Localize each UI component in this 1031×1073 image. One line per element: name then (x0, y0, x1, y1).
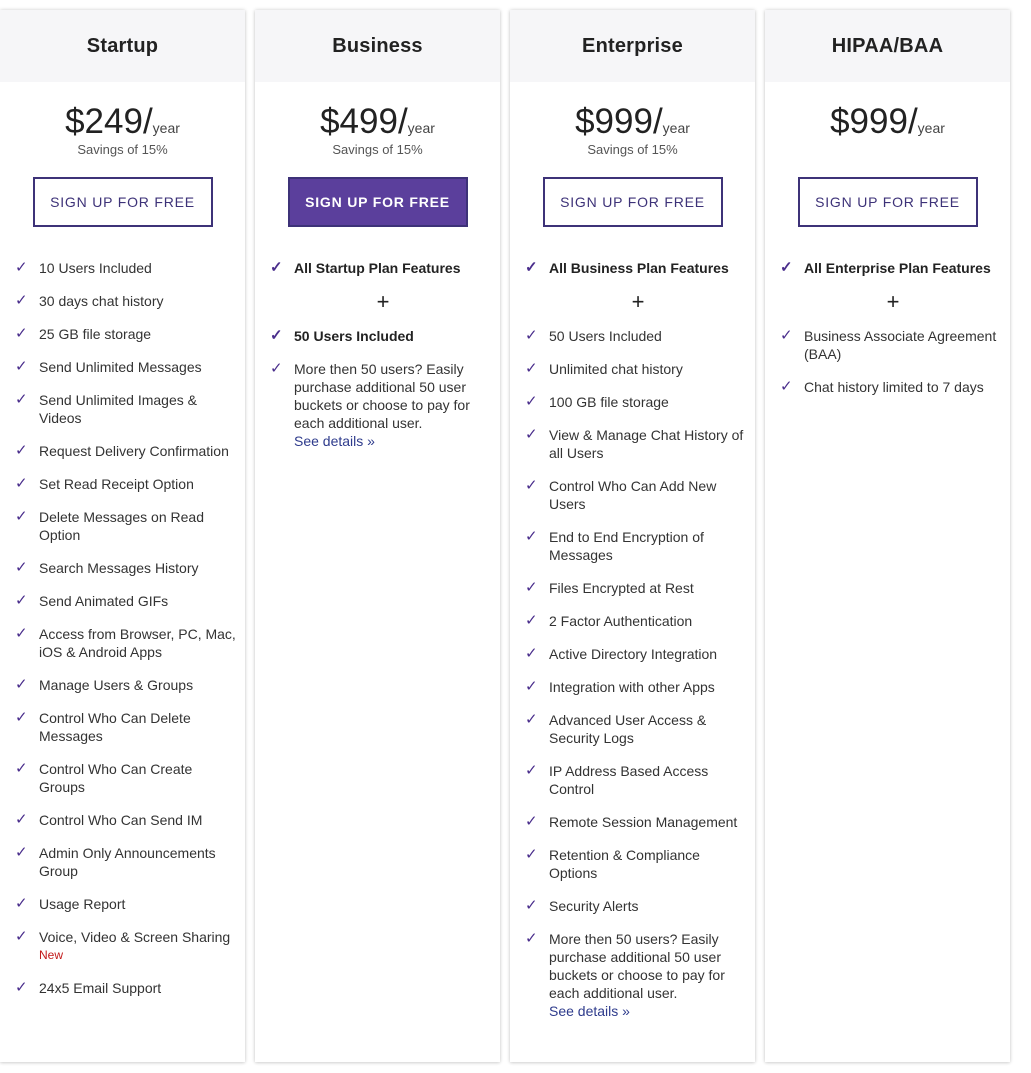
feature-text: Active Directory Integration (549, 646, 718, 662)
feature-item (780, 378, 1006, 396)
checkmark-icon: ✓ (15, 676, 28, 693)
feature-text: Advanced User Access & Security Logs (549, 712, 707, 746)
feature-text: 25 GB file storage (39, 326, 152, 342)
feature-item (15, 979, 241, 997)
feature-text: All Startup Plan Features (294, 260, 461, 276)
checkmark-icon: ✓ (15, 559, 28, 576)
feature-text: Control Who Can Add New Users (549, 478, 717, 512)
checkmark-icon: ✓ (525, 897, 538, 914)
feature-item (780, 259, 1006, 277)
feature-item (525, 528, 751, 564)
checkmark-icon: ✓ (780, 378, 793, 395)
feature-text: Voice, Video & Screen Sharing (39, 929, 231, 945)
feature-item (525, 645, 751, 663)
feature-item (525, 711, 751, 747)
checkmark-icon: ✓ (15, 259, 28, 276)
feature-item (525, 930, 751, 1020)
checkmark-icon: ✓ (525, 645, 538, 662)
checkmark-icon: ✓ (15, 358, 28, 375)
plan-name: HIPAA/BAA (831, 34, 944, 57)
feature-text: Admin Only Announcements Group (39, 845, 216, 879)
checkmark-icon: ✓ (15, 292, 28, 309)
feature-text: 30 days chat history (39, 293, 164, 309)
plan-price-row (0, 103, 245, 141)
see-details-link[interactable]: See details » (294, 433, 375, 449)
feature-text: Send Animated GIFs (39, 593, 169, 609)
feature-text: End to End Encryption of Messages (549, 529, 704, 563)
feature-item (525, 897, 751, 915)
plan-card-startup (0, 10, 245, 1062)
checkmark-icon: ✓ (525, 930, 538, 947)
plan-price: $499/ (320, 102, 408, 141)
feature-item (270, 327, 496, 345)
plan-price-row (510, 103, 755, 141)
feature-text: 100 GB file storage (549, 394, 669, 410)
checkmark-icon: ✓ (525, 612, 538, 629)
plan-price: $249/ (65, 102, 153, 141)
feature-item (525, 477, 751, 513)
see-details-link[interactable]: See details » (549, 1003, 630, 1019)
plan-price-row (765, 103, 1010, 141)
feature-text: Control Who Can Create Groups (39, 761, 193, 795)
feature-item (15, 358, 241, 376)
feature-text: Chat history limited to 7 days (804, 379, 984, 395)
checkmark-icon: ✓ (15, 391, 28, 408)
feature-item (15, 391, 241, 427)
feature-text: Unlimited chat history (549, 361, 683, 377)
feature-item (15, 592, 241, 610)
checkmark-icon: ✓ (15, 928, 28, 945)
feature-item (525, 813, 751, 831)
feature-text: Set Read Receipt Option (39, 476, 194, 492)
feature-item (15, 625, 241, 661)
feature-text: All Business Plan Features (549, 260, 729, 276)
plan-header (765, 10, 1010, 82)
feature-item (15, 475, 241, 493)
plan-savings (765, 142, 1010, 160)
feature-text: 10 Users Included (39, 260, 152, 276)
checkmark-icon: ✓ (525, 528, 538, 545)
feature-text: Control Who Can Delete Messages (39, 710, 191, 744)
plan-period: year (917, 120, 945, 136)
feature-item (15, 709, 241, 745)
checkmark-icon: ✓ (15, 475, 28, 492)
plan-header (0, 10, 245, 82)
feature-item (15, 676, 241, 694)
feature-text: Integration with other Apps (549, 679, 715, 695)
feature-item (15, 844, 241, 880)
feature-list (0, 259, 245, 997)
feature-item (525, 327, 751, 345)
plan-savings: Savings of 15% (77, 142, 168, 157)
checkmark-icon: ✓ (270, 360, 283, 377)
feature-item (525, 360, 751, 378)
feature-text: Security Alerts (549, 898, 639, 914)
checkmark-icon: ✓ (15, 709, 28, 726)
plus-icon: + (376, 289, 390, 314)
checkmark-icon: ✓ (525, 360, 538, 377)
feature-text: Usage Report (39, 896, 126, 912)
feature-item (780, 327, 1006, 363)
sign-up-button-business[interactable]: SIGN UP FOR FREE (288, 177, 468, 227)
checkmark-icon: ✓ (780, 259, 793, 276)
feature-item (15, 559, 241, 577)
feature-text: More then 50 users? Easily purchase additional 50 user buckets or choose to pay for each additional user. (294, 361, 470, 431)
checkmark-icon: ✓ (525, 579, 538, 596)
feature-item (525, 259, 751, 277)
checkmark-icon: ✓ (15, 325, 28, 342)
plan-price-row (255, 103, 500, 141)
plan-price: $999/ (575, 102, 663, 141)
checkmark-icon: ✓ (525, 426, 538, 443)
feature-text: 2 Factor Authentication (549, 613, 693, 629)
plan-name: Business (332, 34, 423, 57)
checkmark-icon: ✓ (15, 811, 28, 828)
feature-item (525, 846, 751, 882)
checkmark-icon: ✓ (525, 813, 538, 830)
plan-header (255, 10, 500, 82)
feature-text: Search Messages History (39, 560, 199, 576)
checkmark-icon: ✓ (525, 393, 538, 410)
checkmark-icon: ✓ (15, 760, 28, 777)
feature-item (525, 393, 751, 411)
feature-item (15, 811, 241, 829)
feature-item (15, 928, 241, 964)
checkmark-icon: ✓ (15, 592, 28, 609)
feature-item (525, 612, 751, 630)
feature-text: Delete Messages on Read Option (39, 509, 204, 543)
checkmark-icon: ✓ (15, 895, 28, 912)
feature-text: More then 50 users? Easily purchase additional 50 user buckets or choose to pay for each additional user. (549, 931, 725, 1001)
plus-icon: + (631, 289, 645, 314)
checkmark-icon: ✓ (525, 678, 538, 695)
checkmark-icon: ✓ (525, 259, 538, 276)
plan-name: Startup (86, 34, 159, 57)
feature-item (270, 360, 496, 450)
feature-item (15, 442, 241, 460)
plan-period: year (407, 120, 435, 136)
checkmark-icon: ✓ (525, 846, 538, 863)
feature-text: Request Delivery Confirmation (39, 443, 229, 459)
checkmark-icon: ✓ (15, 508, 28, 525)
feature-text: Remote Session Management (549, 814, 738, 830)
feature-text: Files Encrypted at Rest (549, 580, 694, 596)
sign-up-button-hipaa[interactable]: SIGN UP FOR FREE (798, 177, 978, 227)
feature-item (15, 508, 241, 544)
plus-icon: + (886, 289, 900, 314)
sign-up-button-enterprise[interactable]: SIGN UP FOR FREE (543, 177, 723, 227)
feature-item (525, 678, 751, 696)
plan-header (510, 10, 755, 82)
feature-text: 24x5 Email Support (39, 980, 162, 996)
feature-list (255, 259, 500, 450)
feature-item (525, 579, 751, 597)
feature-item (270, 259, 496, 277)
feature-text: Business Associate Agreement (BAA) (804, 328, 997, 362)
checkmark-icon: ✓ (525, 762, 538, 779)
plan-card-business (255, 10, 500, 1062)
feature-text: 50 Users Included (549, 328, 662, 344)
feature-item (525, 426, 751, 462)
feature-item (525, 762, 751, 798)
checkmark-icon: ✓ (525, 711, 538, 728)
sign-up-button-startup[interactable]: SIGN UP FOR FREE (33, 177, 213, 227)
plan-price: $999/ (830, 102, 918, 141)
feature-text: Send Unlimited Messages (39, 359, 202, 375)
feature-list (765, 259, 1010, 396)
feature-text: 50 Users Included (294, 328, 414, 344)
new-badge: New (39, 948, 64, 962)
checkmark-icon: ✓ (270, 327, 283, 344)
plan-card-hipaa (765, 10, 1010, 1062)
feature-item (15, 325, 241, 343)
plan-card-enterprise (510, 10, 755, 1062)
feature-item (15, 895, 241, 913)
feature-item (15, 760, 241, 796)
feature-text: View & Manage Chat History of all Users (549, 427, 744, 461)
feature-text: Retention & Compliance Options (549, 847, 700, 881)
feature-text: All Enterprise Plan Features (804, 260, 991, 276)
checkmark-icon: ✓ (525, 477, 538, 494)
plan-period: year (662, 120, 690, 136)
plan-savings: Savings of 15% (332, 142, 423, 157)
feature-item (15, 259, 241, 277)
plan-name: Enterprise (582, 34, 683, 57)
feature-text: IP Address Based Access Control (549, 763, 709, 797)
checkmark-icon: ✓ (780, 327, 793, 344)
checkmark-icon: ✓ (15, 442, 28, 459)
feature-text: Access from Browser, PC, Mac, iOS & Android Apps (39, 626, 236, 660)
checkmark-icon: ✓ (525, 327, 538, 344)
feature-text: Send Unlimited Images & Videos (39, 392, 197, 426)
feature-item (15, 292, 241, 310)
checkmark-icon: ✓ (15, 844, 28, 861)
feature-list (510, 259, 755, 1020)
checkmark-icon: ✓ (15, 979, 28, 996)
plan-period: year (152, 120, 180, 136)
checkmark-icon: ✓ (15, 625, 28, 642)
plan-savings: Savings of 15% (587, 142, 678, 157)
feature-text: Control Who Can Send IM (39, 812, 203, 828)
checkmark-icon: ✓ (270, 259, 283, 276)
feature-text: Manage Users & Groups (39, 677, 194, 693)
